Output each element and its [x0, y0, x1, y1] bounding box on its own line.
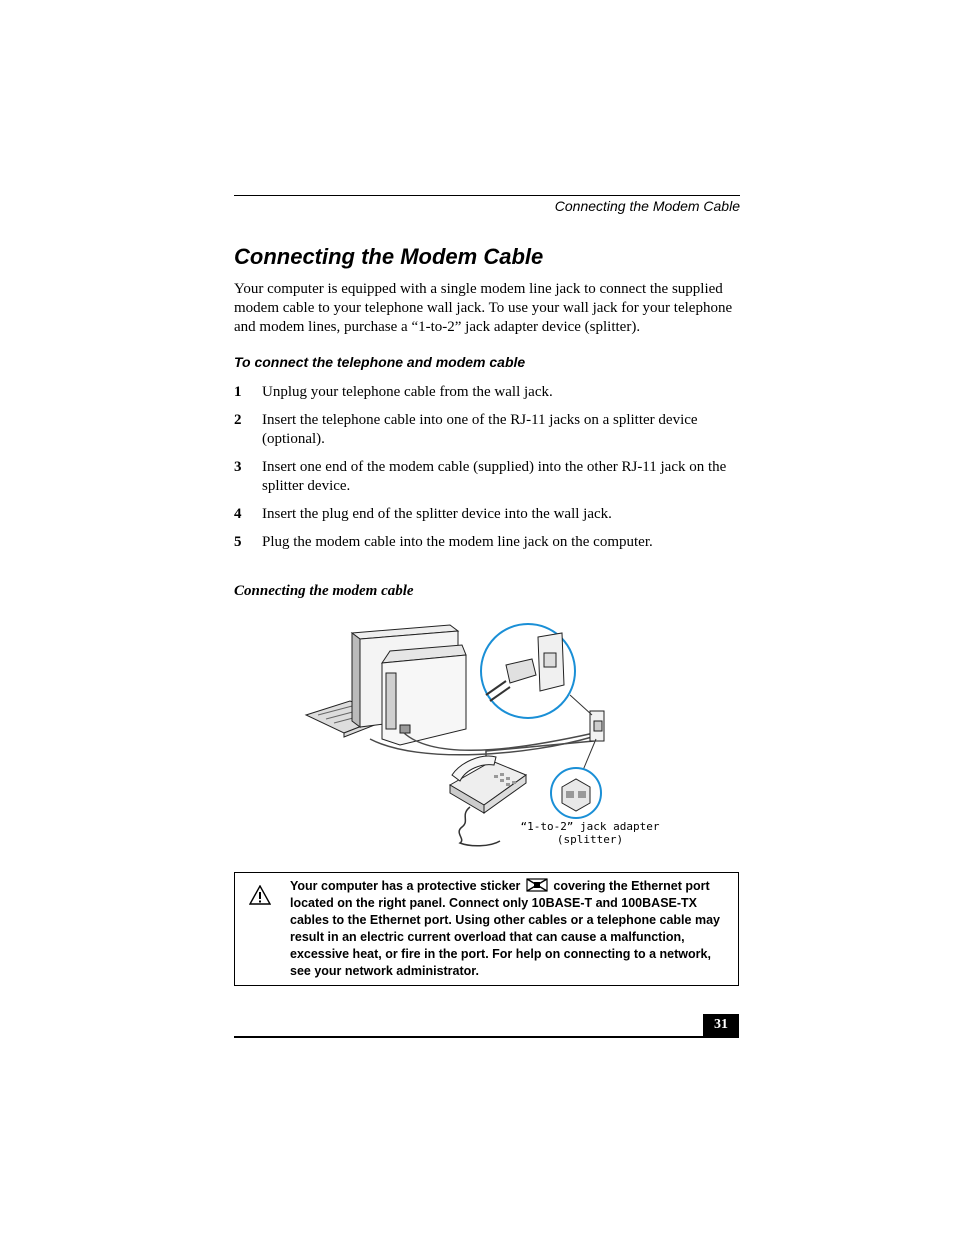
step-number: 3 [234, 459, 242, 475]
step-item [234, 411, 744, 449]
warning-box [234, 872, 739, 986]
wall-jack-drawing [590, 711, 604, 741]
step-item [234, 533, 744, 552]
header-rule [234, 195, 740, 196]
adapter-label-line2: (splitter) [556, 833, 624, 846]
figure-caption: Connecting the modem cable [234, 583, 414, 599]
adapter-label [520, 820, 660, 846]
telephone-drawing [450, 756, 526, 846]
step-text: Unplug your telephone cable from the wall jack. [262, 384, 553, 400]
step-text: Insert the plug end of the splitter device into the wall jack. [262, 506, 612, 522]
step-item [234, 458, 744, 496]
ethernet-sticker-icon [526, 878, 548, 892]
adapter-closeup-callout [551, 768, 601, 818]
running-head: Connecting the Modem Cable [554, 198, 740, 214]
modem-connection-illustration [300, 615, 680, 855]
section-title: Connecting the Modem Cable [234, 244, 544, 269]
computer-unit-drawing [382, 645, 466, 745]
step-text: Insert the telephone cable into one of the RJ-11 jacks on a splitter device (optional). [262, 412, 698, 447]
step-number: 1 [234, 384, 242, 400]
step-text: Insert one end of the modem cable (supplied) into the other RJ-11 jack on the splitter device. [262, 459, 727, 494]
step-number: 4 [234, 506, 242, 522]
step-number: 2 [234, 412, 242, 428]
page-number: 31 [703, 1014, 739, 1036]
splitter-closeup-callout [481, 624, 575, 718]
warning-text-part2: covering the Ethernet port located on the right panel. Connect only 10BASE-T and 100BASE-TX cables to the Ethernet port. Using other cables or a telephone cable may result in an electric current overload that can cause a malfunction, excessive heat, or fire in the port. For help on connecting to a network, see your network administrator. [290, 879, 720, 978]
warning-text-part1: Your computer has a protective sticker [290, 879, 521, 893]
step-text: Plug the modem cable into the modem line jack on the computer. [262, 534, 653, 550]
footer-rule [234, 1036, 739, 1038]
step-item [234, 383, 744, 402]
step-number: 5 [234, 534, 242, 550]
procedure-title: To connect the telephone and modem cable [234, 354, 526, 370]
step-item [234, 505, 744, 524]
warning-triangle-icon [249, 885, 271, 905]
intro-paragraph: Your computer is equipped with a single modem line jack to connect the supplied modem cable to your telephone wall jack. To use your wall jack for your telephone and modem lines, purchase a “1-to-2” jack adapter device (splitter). [234, 281, 733, 335]
warning-text [290, 878, 735, 980]
adapter-label-line1: “1-to-2” jack adapter [520, 820, 660, 833]
procedure-steps [234, 383, 744, 561]
